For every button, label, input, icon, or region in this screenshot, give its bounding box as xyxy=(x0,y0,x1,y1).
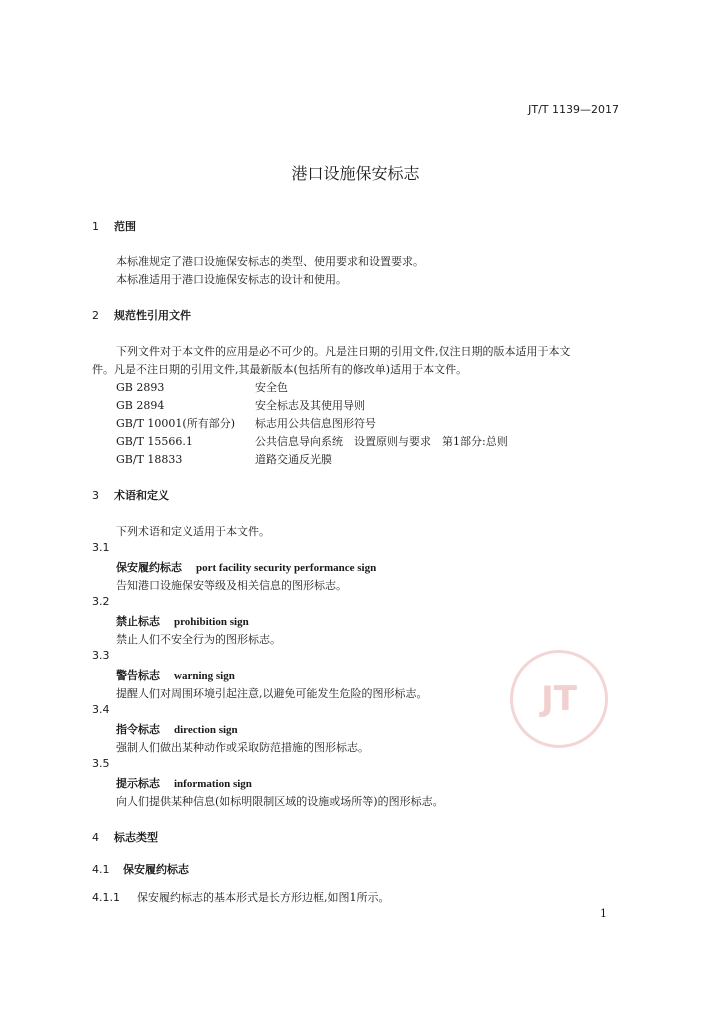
section-number: 4 xyxy=(92,831,99,844)
term-en: prohibition sign xyxy=(174,616,249,628)
term-definition: 强制人们做出某种动作或采取防范措施的图形标志。 xyxy=(116,741,369,754)
section-1-heading xyxy=(92,218,136,234)
section-number: 2 xyxy=(92,309,99,322)
section-title: 术语和定义 xyxy=(114,489,169,502)
paragraph: 下列文件对于本文件的应用是必不可少的。凡是注日期的引用文件,仅注日期的版本适用于本文 xyxy=(116,345,571,358)
term-en: direction sign xyxy=(174,724,238,736)
reference-code: GB/T 18833 xyxy=(116,453,183,466)
subsection-4-1-heading xyxy=(92,861,189,877)
reference-code: GB/T 15566.1 xyxy=(116,435,193,448)
reference-title: 公共信息导向系统 设置原则与要求 第1部分:总则 xyxy=(255,435,508,448)
paragraph: 本标准适用于港口设施保安标志的设计和使用。 xyxy=(116,273,347,286)
term-definition: 向人们提供某种信息(如标明限制区域的设施或场所等)的图形标志。 xyxy=(116,795,444,808)
section-title: 规范性引用文件 xyxy=(114,309,191,322)
jt-watermark-logo: JT xyxy=(510,650,608,748)
term-zh: 指令标志 xyxy=(116,723,160,736)
page-title: 港口设施保安标志 xyxy=(291,164,420,183)
clause-number: 4.1.1 xyxy=(92,891,120,904)
term-zh: 提示标志 xyxy=(116,777,160,790)
reference-title: 标志用公共信息图形符号 xyxy=(255,417,376,430)
clause-4-1-1 xyxy=(92,889,390,905)
reference-row xyxy=(116,397,365,413)
term-number: 3.3 xyxy=(92,649,110,662)
term-heading xyxy=(116,775,252,791)
paragraph: 下列术语和定义适用于本文件。 xyxy=(116,525,270,538)
term-zh: 禁止标志 xyxy=(116,615,160,628)
clause-text: 保安履约标志的基本形式是长方形边框,如图1所示。 xyxy=(137,891,390,904)
term-en: information sign xyxy=(174,778,252,790)
page-number: 1 xyxy=(600,907,607,920)
term-heading xyxy=(116,559,376,575)
reference-code: GB 2894 xyxy=(116,399,165,412)
section-2-heading xyxy=(92,307,191,323)
section-number: 3 xyxy=(92,489,99,502)
paragraph: 件。凡是不注日期的引用文件,其最新版本(包括所有的修改单)适用于本文件。 xyxy=(92,363,468,376)
subsection-number: 4.1 xyxy=(92,863,110,876)
term-number: 3.1 xyxy=(92,541,110,554)
reference-title: 安全色 xyxy=(255,381,288,394)
term-definition: 告知港口设施保安等级及相关信息的图形标志。 xyxy=(116,579,347,592)
term-definition: 禁止人们不安全行为的图形标志。 xyxy=(116,633,281,646)
subsection-title: 保安履约标志 xyxy=(123,863,189,876)
term-en: warning sign xyxy=(174,670,235,682)
reference-title: 安全标志及其使用导则 xyxy=(255,399,365,412)
term-en: port facility security performance sign xyxy=(196,562,377,574)
section-4-heading xyxy=(92,829,158,845)
reference-code: GB 2893 xyxy=(116,381,165,394)
reference-row xyxy=(116,415,376,431)
term-number: 3.2 xyxy=(92,595,110,608)
section-title: 标志类型 xyxy=(114,831,158,844)
standard-code: JT/T 1139—2017 xyxy=(528,103,619,116)
term-number: 3.4 xyxy=(92,703,110,716)
term-zh: 保安履约标志 xyxy=(116,561,182,574)
section-3-heading xyxy=(92,487,169,503)
section-number: 1 xyxy=(92,220,99,233)
reference-row xyxy=(116,433,508,449)
section-title: 范围 xyxy=(114,220,136,233)
term-number: 3.5 xyxy=(92,757,110,770)
term-heading xyxy=(116,613,249,629)
paragraph: 本标准规定了港口设施保安标志的类型、使用要求和设置要求。 xyxy=(116,255,424,268)
term-zh: 警告标志 xyxy=(116,669,160,682)
reference-title: 道路交通反光膜 xyxy=(255,453,332,466)
reference-row xyxy=(116,451,332,467)
reference-row xyxy=(116,379,288,395)
reference-code: GB/T 10001(所有部分) xyxy=(116,417,235,430)
term-heading xyxy=(116,667,235,683)
term-heading xyxy=(116,721,238,737)
term-definition: 提醒人们对周围环境引起注意,以避免可能发生危险的图形标志。 xyxy=(116,687,428,700)
